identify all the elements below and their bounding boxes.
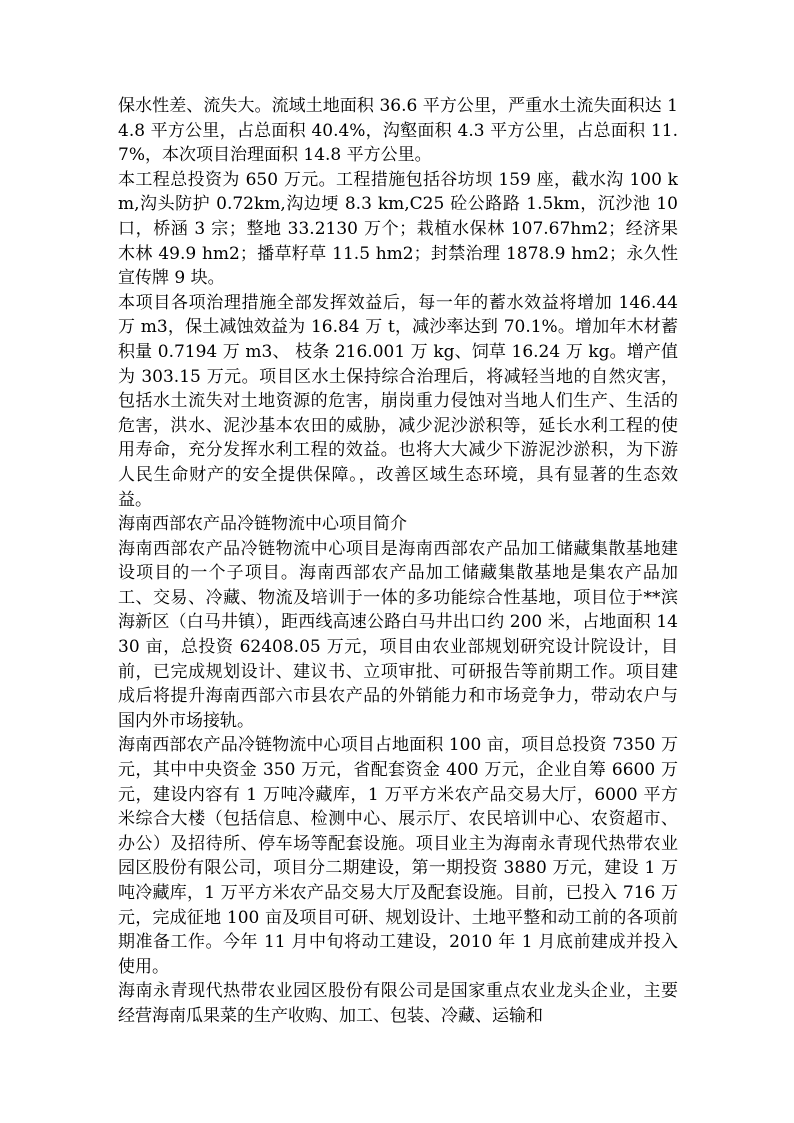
paragraph-project-intro: 海南西部农产品冷链物流中心项目是海南西部农产品加工储藏集散基地建设项目的一个子项目。海南西部农产品加工储藏集散基地是集农产品加工、交易、冷藏、物流及培训于一体的多功能综合性基地，项目位于**滨海新区（白马井镇），距西线高速公路白马井出口约 200 米，占地面积 1430 亩，总投资 62408.05 万元，项目由农业部规划研究设计院设计，目前，已完成规划设计、建议书、立项审批、可研报告等前期工作。项目建成后将提升海南西部六市县农产品的外销能力和市场竞争力，带动农户与国内外市场接轨。 xyxy=(118,538,678,731)
paragraph-soil-erosion: 保水性差、流失大。流域土地面积 36.6 平方公里，严重水土流失面积达 14.8 平方公里，占总面积 40.4%，沟壑面积 4.3 平方公里，占总面积 11.7%，本次项目治理面积 14.8 平方公里。 xyxy=(118,96,678,166)
paragraph-company: 海南永青现代热带农业园区股份有限公司是国家重点农业龙头企业，主要经营海南瓜果菜的生产收购、加工、包装、冷藏、运输和 xyxy=(118,981,678,1026)
document-body xyxy=(118,94,678,1029)
section-heading: 海南西部农产品冷链物流中心项目简介 xyxy=(118,514,407,535)
paragraph-project-details: 海南西部农产品冷链物流中心项目占地面积 100 亩，项目总投资 7350 万元，其中中央资金 350 万元，省配套资金 400 万元，企业自筹 6600 万元，建设内容有 1 万吨冷藏库，1 万平方米农产品交易大厅，6000 平方米综合大楼（包括信息、检测中心、展示厅、农民培训中心、农资超市、办公）及招待所、停车场等配套设施。项目业主为海南永青现代热带农业园区股份有限公司，项目分二期建设，第一期投资 3880 万元，建设 1 万吨冷藏库，1 万平方米农产品交易大厅及配套设施。目前，已投入 716 万元，完成征地 100 亩及项目可研、规划设计、土地平整和动工前的各项前期准备工作。今年 11 月中旬将动工建设，2010 年 1 月底前建成并投入使用。 xyxy=(118,735,678,977)
paragraph-investment: 本工程总投资为 650 万元。工程措施包括谷坊坝 159 座，截水沟 100 km,沟头防护 0.72km,沟边埂 8.3 km,C25 砼公路路 1.5km，沉沙池 10 口，桥涵 3 宗；整地 33.2130 万个；栽植水保林 107.67hm2；经济果木林 49.9 hm2；播草籽草 11.5 hm2；封禁治理 1878.9 hm2；永久性宣传牌 9 块。 xyxy=(118,169,678,289)
paragraph-benefits: 本项目各项治理措施全部发挥效益后，每一年的蓄水效益将增加 146.44 万 m3，保土减蚀效益为 16.84 万 t，减沙率达到 70.1%。增加年木材蓄积量 0.7194 万 m3、 枝条 216.001 万 kg、饲草 16.24 万 kg。增产值为 303.15 万元。项目区水土保持综合治理后，将减轻当地的自然灾害，包括水土流失对土地资源的危害，崩岗重力侵蚀对当地人们生产、生活的危害，洪水、泥沙基本农田的威胁，减少泥沙淤积等，延长水利工程的使用寿命，充分发挥水利工程的效益。也将大大减少下游泥沙淤积，为下游人民生命财产的安全提供保障。，改善区域生态环境，具有显著的生态效益。 xyxy=(118,292,678,510)
